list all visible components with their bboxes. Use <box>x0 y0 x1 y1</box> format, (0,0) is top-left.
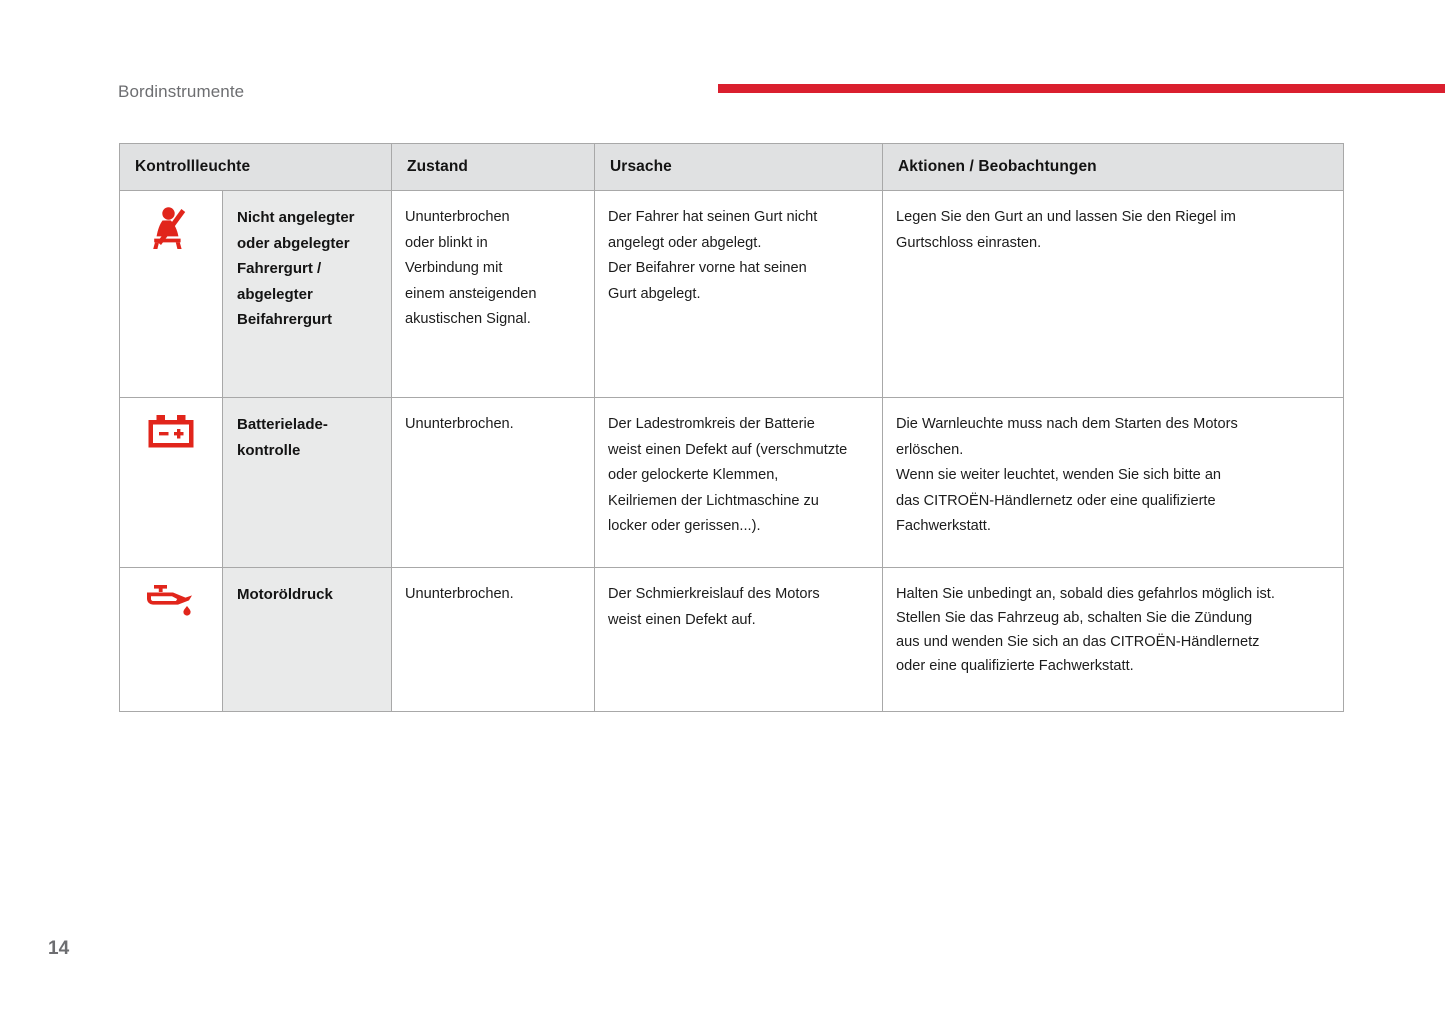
text-line: locker oder gerissen...). <box>608 518 761 534</box>
column-header-ursache: Ursache <box>595 144 883 191</box>
text-line: einem ansteigenden <box>405 285 537 302</box>
text-line: Fahrergurt / <box>237 260 322 277</box>
text-line: erlöschen. <box>896 441 964 458</box>
warning-lights-table <box>119 143 1344 712</box>
text-line: Batterielade- <box>237 416 328 433</box>
column-header-zustand: Zustand <box>392 144 595 191</box>
text-line: Der Beifahrer vorne hat seinen <box>608 260 807 276</box>
text-line: Legen Sie den Gurt an und lassen Sie den Riegel im <box>896 209 1236 225</box>
text-line: weist einen Defekt auf. <box>608 611 756 628</box>
text-line: Halten Sie unbedingt an, sobald dies gefahrlos möglich ist. <box>896 586 1275 602</box>
warning-light-name <box>223 398 392 568</box>
column-header-kontrollleuchte: Kontrollleuchte <box>120 144 392 191</box>
text-line: oder abgelegter <box>237 234 350 252</box>
text-line: Der Schmierkreislauf des Motors <box>608 586 820 602</box>
warning-light-action <box>883 398 1344 568</box>
column-header-aktionen-beobachtungen: Aktionen / Beobachtungen <box>883 144 1344 191</box>
battery-charge-warning-icon <box>146 412 196 452</box>
text-line: Fachwerkstatt. <box>896 518 991 534</box>
text-line: oder gelockerte Klemmen, <box>608 467 779 483</box>
text-line: das CITROËN-Händlernetz oder eine qualifizierte <box>896 492 1216 509</box>
warning-light-cause <box>595 191 883 398</box>
text-line: aus und wenden Sie sich an das CITROËN-Händlernetz <box>896 634 1260 650</box>
warning-light-name <box>223 568 392 712</box>
table-row <box>120 398 1344 568</box>
section-title: Bordinstrumente <box>118 82 245 101</box>
warning-light-cause <box>595 398 883 568</box>
text-line: akustischen Signal. <box>405 311 531 327</box>
text-line: angelegt oder abgelegt. <box>608 234 762 251</box>
warning-icon-cell <box>120 191 223 398</box>
text-line: oder eine qualifizierte Fachwerkstatt. <box>896 658 1134 674</box>
text-line: Gurtschloss einrasten. <box>896 234 1042 251</box>
text-line: Beifahrergurt <box>237 311 333 328</box>
warning-light-state <box>392 191 595 398</box>
warning-light-action <box>883 191 1344 398</box>
warning-light-cause <box>595 568 883 712</box>
header-red-rule <box>718 84 1445 93</box>
engine-oil-pressure-warning-icon <box>145 582 197 618</box>
text-line: Ununterbrochen <box>405 209 510 225</box>
text-line: Der Ladestromkreis der Batterie <box>608 416 815 432</box>
text-line: Keilriemen der Lichtmaschine zu <box>608 492 819 509</box>
text-line: Ununterbrochen. <box>405 416 514 432</box>
text-line: Wenn sie weiter leuchtet, wenden Sie sich bitte an <box>896 467 1222 483</box>
warning-light-state <box>392 568 595 712</box>
text-line: Stellen Sie das Fahrzeug ab, schalten Sie die Zündung <box>896 610 1253 626</box>
text-line: oder blinkt in <box>405 234 488 251</box>
warning-icon-cell <box>120 398 223 568</box>
text-line: weist einen Defekt auf (verschmutzte <box>608 441 848 458</box>
text-line: Ununterbrochen. <box>405 586 514 602</box>
table-row <box>120 191 1344 398</box>
text-line: Gurt abgelegt. <box>608 285 701 302</box>
seatbelt-warning-icon <box>151 205 191 253</box>
text-line: Nicht angelegter <box>237 209 355 226</box>
text-line: kontrolle <box>237 441 301 459</box>
warning-light-state <box>392 398 595 568</box>
text-line: Verbindung mit <box>405 260 503 276</box>
text-line: Der Fahrer hat seinen Gurt nicht <box>608 209 818 225</box>
table-row <box>120 568 1344 712</box>
warning-light-name <box>223 191 392 398</box>
text-line: abgelegter <box>237 285 313 303</box>
table-header-row <box>120 144 1344 191</box>
page-number: 14 <box>48 938 70 959</box>
warning-icon-cell <box>120 568 223 712</box>
text-line: Die Warnleuchte muss nach dem Starten des Motors <box>896 416 1238 432</box>
warning-light-action <box>883 568 1344 712</box>
text-line: Motoröldruck <box>237 586 333 603</box>
